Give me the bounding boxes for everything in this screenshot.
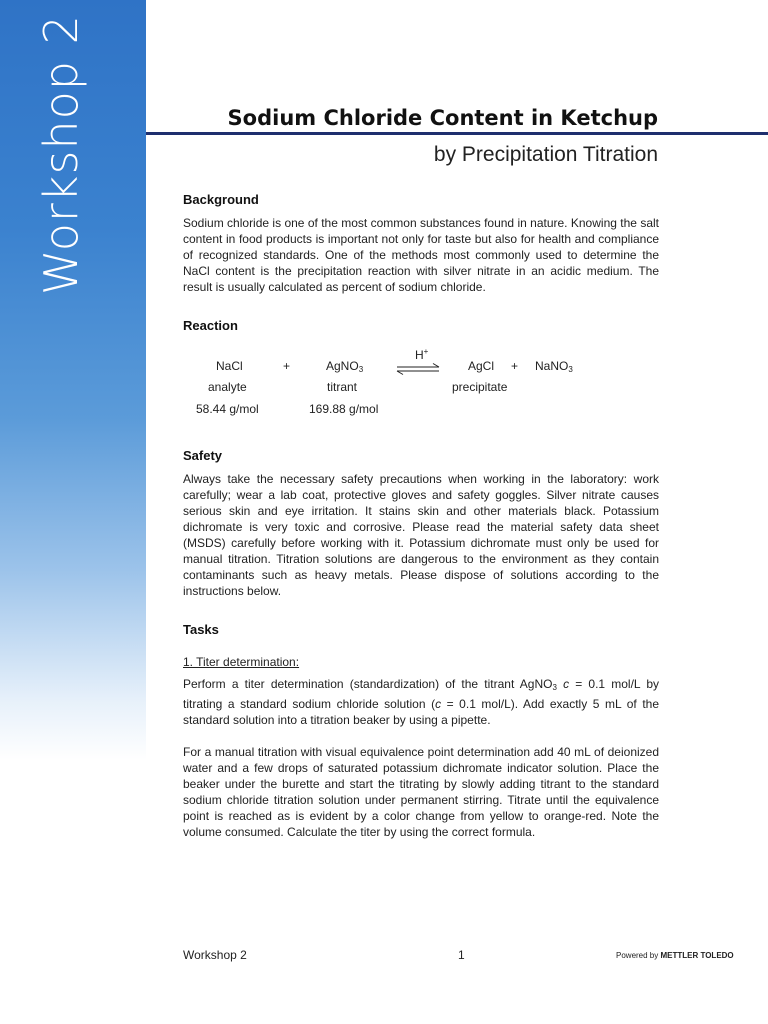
page-subtitle: by Precipitation Titration [433, 143, 658, 166]
product-nano3: NaNO$_3$ [535, 359, 573, 374]
background-heading: Background [183, 192, 259, 207]
reactant-nacl: NaCl [216, 359, 243, 373]
page-title: Sodium Chloride Content in Ketchup [227, 106, 658, 130]
equilibrium-arrow-icon [395, 363, 441, 375]
page-number: 1 [458, 948, 465, 962]
titer-paragraph-1: Perform a titer determination (standardization) of the titrant AgNO$_3$ c = 0.1 mol/L by titrating a standard sodium chloride solution (c = 0.1 mol/L). Add exactly 5 mL of the standard solution into a titration beaker by using a pipette. [183, 677, 659, 727]
titrant-label: titrant [327, 380, 358, 394]
reaction-heading: Reaction [183, 318, 238, 333]
plus-sign-2: + [511, 359, 519, 373]
titer-paragraph-2: For a manual titration with visual equivalence point determination add 40 mL of deionized water and a few drops of saturated potassium dichromate indicator solution. Place the beaker under the burette and start the titrating by slowly adding titrant to the standard sodium chloride titration solution under permanent stirring. Titrate until the equivalence point is reached as is evident by a color change from yellow to orange-red. Note the volume consumed. Calculate the titer by using the correct formula. [183, 745, 659, 839]
nacl-molar-mass: 58.44 g/mol [196, 402, 259, 416]
product-agcl: AgCl [468, 359, 495, 373]
analyte-label: analyte [208, 380, 247, 394]
catalyst-label: H+ [415, 347, 429, 362]
sidebar-band [0, 0, 146, 760]
sidebar-title: Workshop 2 [34, 14, 88, 295]
safety-paragraph: Always take the necessary safety precautions when working in the laboratory: work carefully; wear a lab coat, protective gloves and safety goggles. Silver nitrate causes serious skin and eye irritation. It stains skin and other materials black. Potassium dichromate is very toxic and corrosive. Please read the material safety data sheet (MSDS) carefully before working with it. Potassium dichromate must only be used for manual titration. Titration solutions are dangerous to the environment as they contain contaminants such as heavy metals. Please dispose of solutions according to the instructions below. [183, 472, 659, 598]
reactant-agno3: AgNO$_3$ [326, 359, 364, 374]
footer-workshop-label: Workshop 2 [183, 948, 247, 962]
title-divider [146, 132, 768, 135]
agno3-molar-mass: 169.88 g/mol [309, 402, 379, 416]
powered-by-brand: Powered by METTLER TOLEDO [616, 951, 734, 960]
plus-sign-1: + [283, 359, 291, 373]
tasks-heading: Tasks [183, 622, 219, 637]
background-paragraph: Sodium chloride is one of the most common substances found in nature. Knowing the salt content in food products is important not only for taste but also for health and compliance of recognized standards. One of the methods most commonly used to determine the NaCl content is the precipitation reaction with silver nitrate in an acidic medium. The result is usually calculated as percent of sodium chloride. [183, 216, 659, 294]
titer-subheading: 1. Titer determination: [183, 655, 300, 669]
precipitate-label: precipitate [452, 380, 508, 394]
safety-heading: Safety [183, 448, 223, 463]
